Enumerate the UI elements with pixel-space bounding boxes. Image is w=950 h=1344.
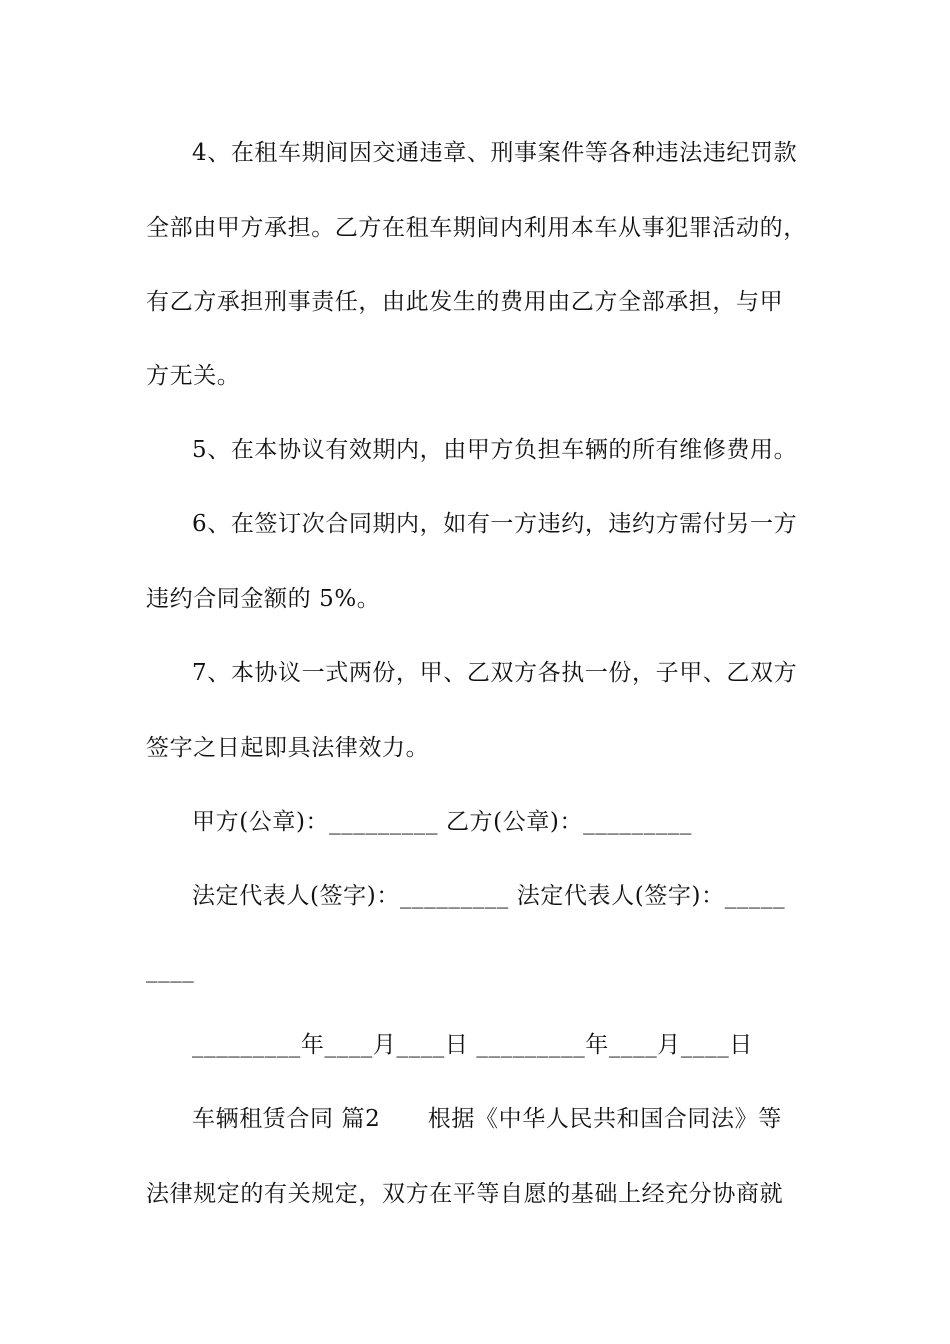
clause-7-line-1: 7、本协议一式两份，甲、乙双方各执一份，子甲、乙双方 xyxy=(192,660,798,686)
contract-2-body-line: 法律规定的有关规定，双方在平等自愿的基础上经充分协商就 xyxy=(146,1181,784,1207)
clause-4-line-3: 有乙方承担刑事责任，由此发生的费用由乙方全部承担，与甲 xyxy=(146,289,784,315)
seal-signature-line: 甲方(公章)：_________ 乙方(公章)：_________ xyxy=(192,809,693,835)
date-line: _________年____月____日 _________年____月____日 xyxy=(192,1032,753,1058)
clause-6-line-2: 违约合同金额的 5%。 xyxy=(146,586,381,612)
clause-5: 5、在本协议有效期内，由甲方负担车辆的所有维修费用。 xyxy=(192,437,798,463)
contract-2-heading-line: 车辆租赁合同 篇2 根据《中华人民共和国合同法》等 xyxy=(192,1106,782,1132)
clause-6-line-1: 6、在签订次合同期内，如有一方违约，违约方需付另一方 xyxy=(192,511,798,537)
clause-7-line-2: 签字之日起即具法律效力。 xyxy=(146,735,430,761)
representative-signature-line: 法定代表人(签字)：_________ 法定代表人(签字)：_____ xyxy=(192,883,786,909)
clause-4-line-1: 4、在租车期间因交通违章、刑事案件等各种违法违纪罚款 xyxy=(192,140,798,166)
clause-4-line-4: 方无关。 xyxy=(146,363,241,389)
representative-signature-continuation: ____ xyxy=(146,957,195,983)
clause-4-line-2: 全部由甲方承担。乙方在租车期间内利用本车从事犯罪活动的， xyxy=(146,215,807,241)
